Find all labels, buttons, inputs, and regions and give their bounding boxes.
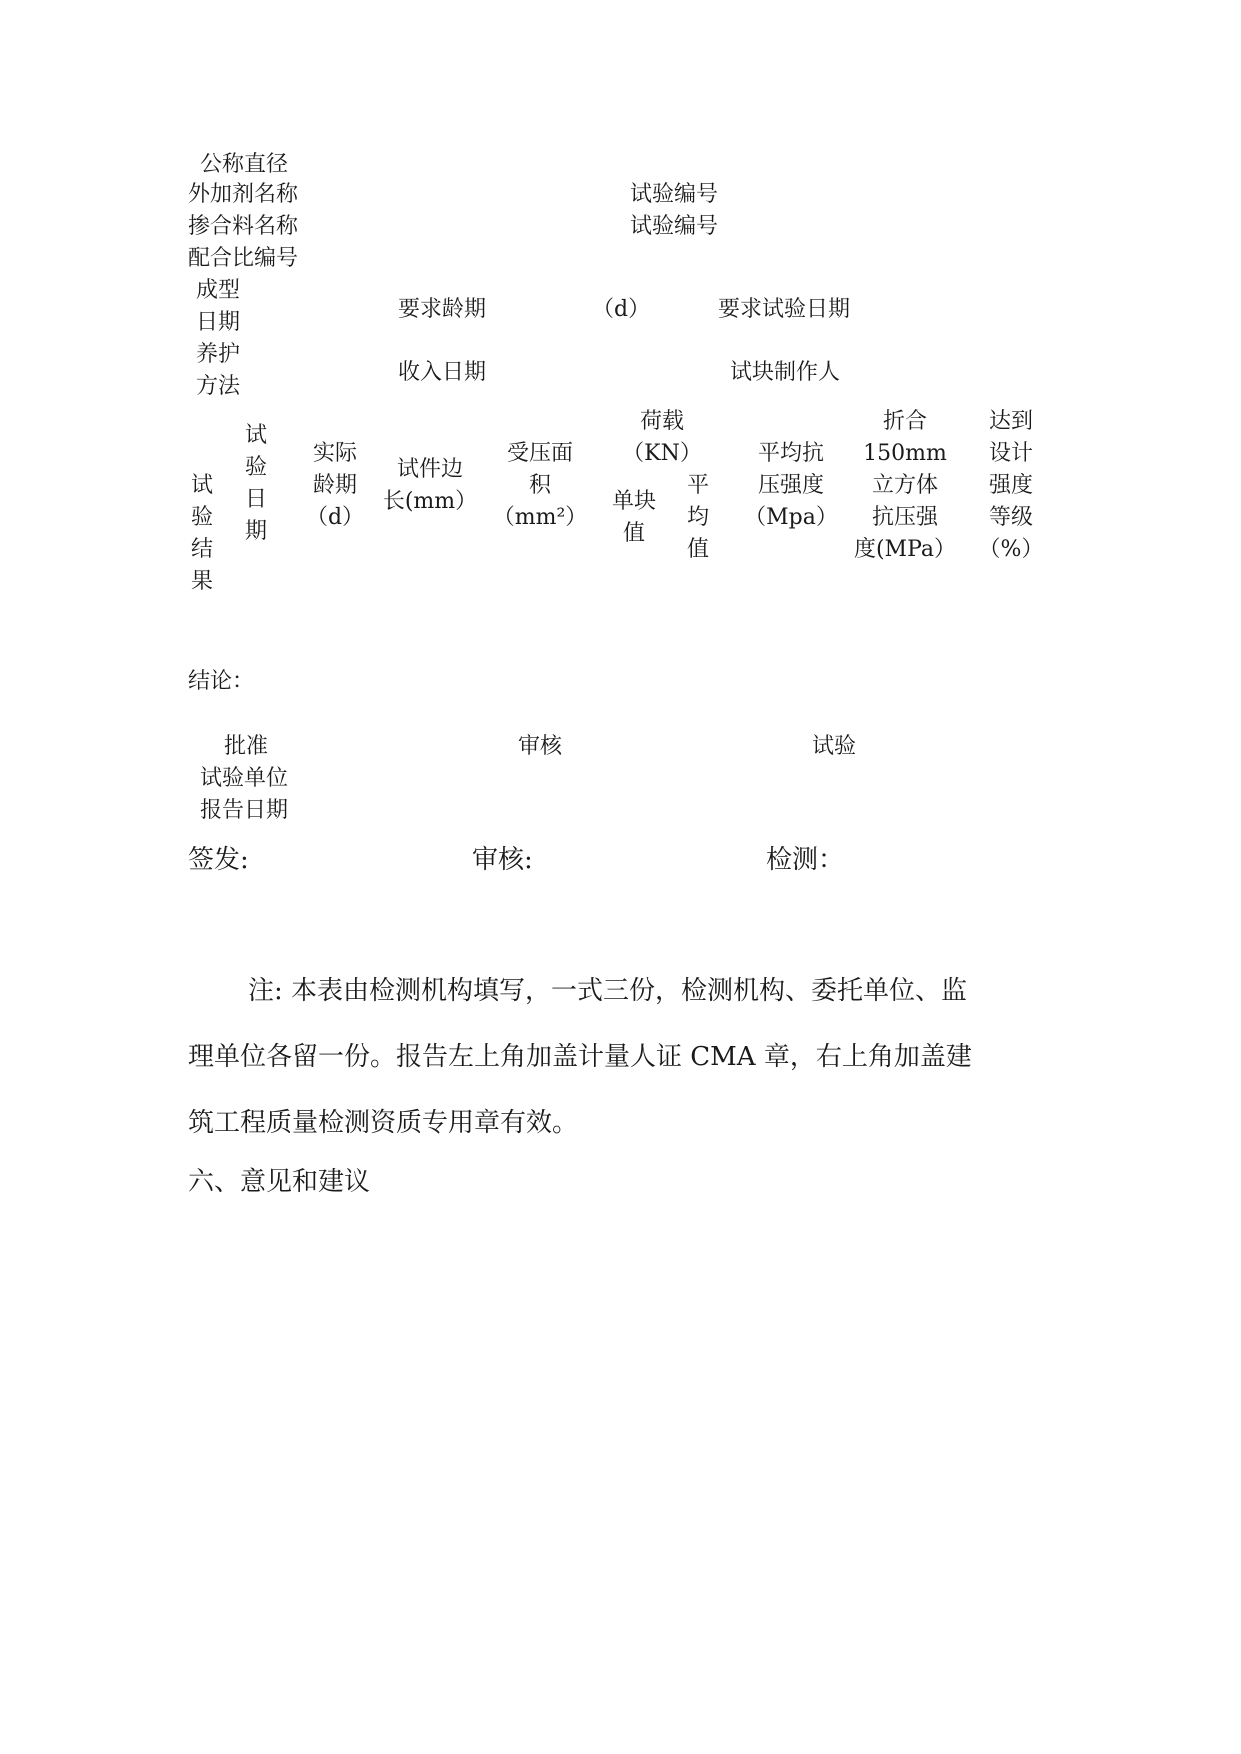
review-label: 审核 (518, 734, 563, 759)
required-age-label: 要求龄期 (398, 297, 487, 322)
column-actual-age: 实际 龄期 （d） (305, 441, 365, 530)
specimen-maker-label: 试块制作人 (730, 360, 841, 385)
section-heading: 六、意见和建议 (188, 1167, 371, 1197)
inspect-signature-label: 检测： (766, 845, 845, 875)
conclusion-label: 结论： (188, 669, 255, 694)
test-unit-label: 试验单位 (200, 766, 289, 791)
note-line-3: 筑工程质量检测资质专用章有效。 (188, 1108, 579, 1138)
column-average-value: 平 均 值 (686, 473, 709, 562)
receive-date-label: 收入日期 (398, 360, 487, 385)
column-design-ratio: 达到 设计 强度 等级 （%） (978, 409, 1044, 562)
nominal-diameter-label: 公称直径 (200, 152, 289, 177)
note-line-2: 理单位各留一份。报告左上角加盖计量人证 CMA 章，右上角加盖建 (188, 1042, 972, 1072)
column-load: 荷载 （KN） (622, 409, 702, 466)
results-row-label: 试 验 结 果 (190, 473, 213, 594)
forming-date-label-1: 成型 (196, 278, 241, 303)
curing-method-label-1: 养护 (196, 342, 241, 367)
issue-signature-label: 签发: (188, 845, 249, 875)
required-test-date-label: 要求试验日期 (718, 297, 851, 322)
mix-number-label: 配合比编号 (188, 246, 299, 271)
report-date-label: 报告日期 (200, 798, 289, 823)
column-test-date: 试 验 日 期 (244, 423, 267, 544)
column-average-strength: 平均抗 压强度 （Mpa） (744, 441, 838, 530)
curing-method-label-2: 方法 (196, 374, 241, 399)
test-number-label: 试验编号 (630, 214, 719, 239)
note-paragraph (188, 958, 1068, 1156)
note-line-1: 注: 本表由检测机构填写，一式三份，检测机构、委托单位、监 (248, 976, 968, 1006)
review-signature-label: 审核: (472, 845, 533, 875)
forming-date-label-2: 日期 (196, 310, 241, 335)
column-compression-area: 受压面 积 （mm²） (492, 441, 588, 530)
test-label: 试验 (812, 734, 857, 759)
column-side-length: 试件边 长(mm） (382, 457, 478, 514)
day-unit-label: （d） (592, 297, 651, 322)
approve-label: 批准 (224, 734, 269, 759)
column-single-value: 单块 值 (611, 489, 656, 546)
column-converted-strength: 折合 150mm 立方体 抗压强 度(MPa） (853, 409, 957, 562)
test-number-label: 试验编号 (630, 182, 719, 207)
admixture-name-label: 外加剂名称 (188, 182, 299, 207)
blend-name-label: 掺合料名称 (188, 214, 299, 239)
